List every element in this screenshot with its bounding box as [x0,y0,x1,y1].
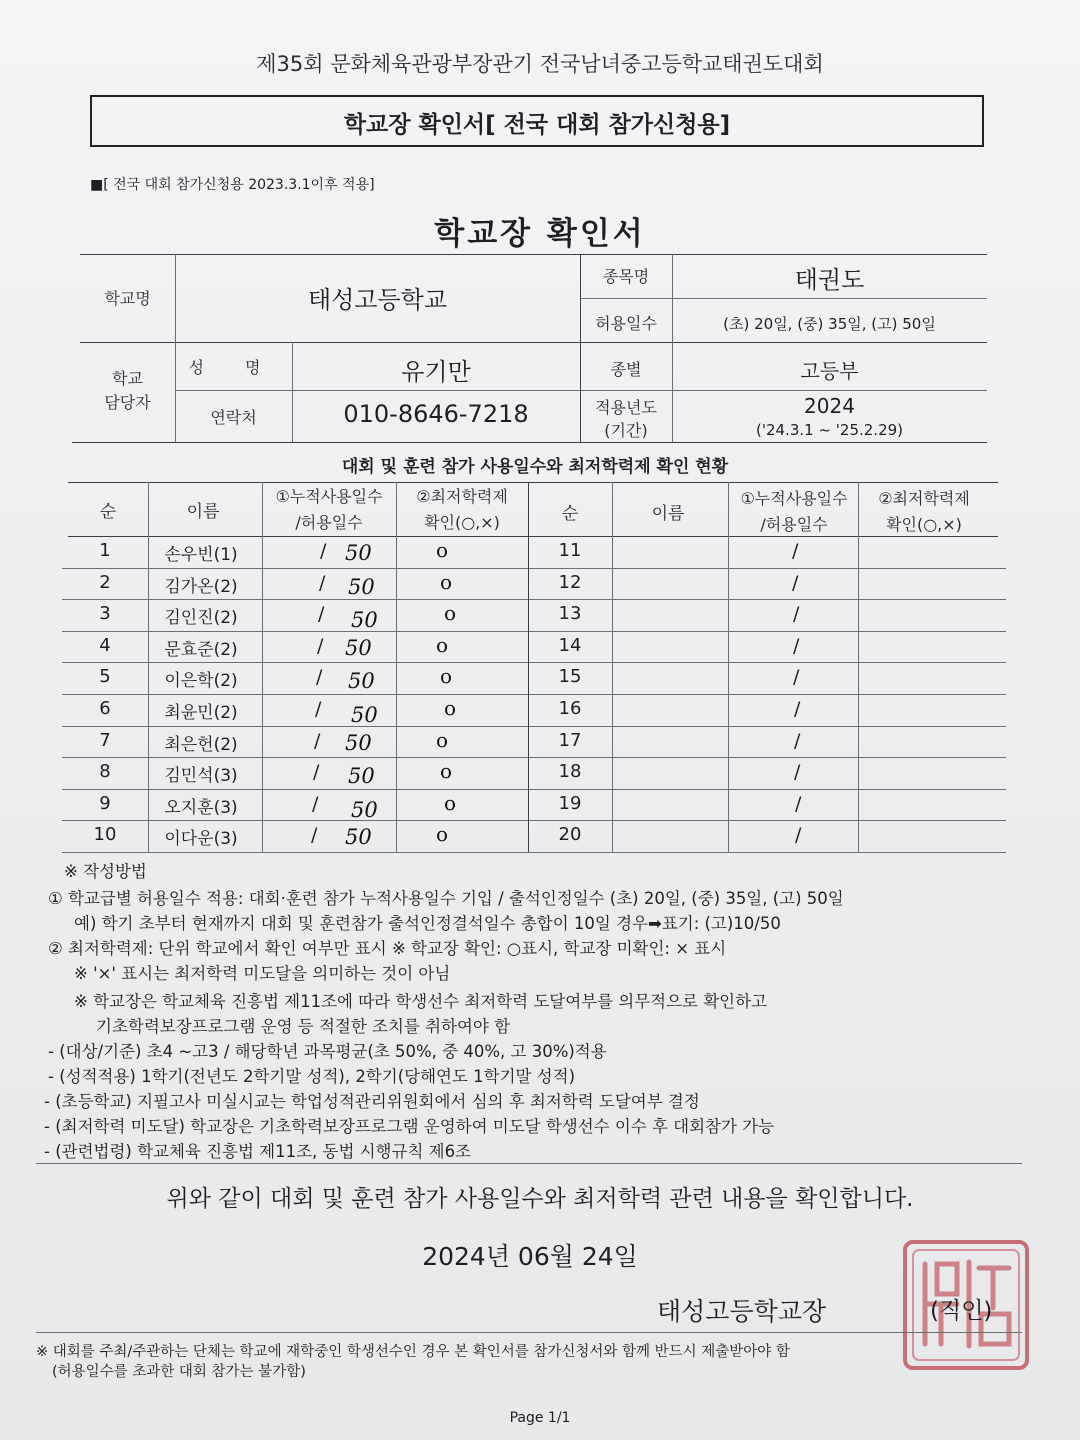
roster-row-no: 8 [99,761,111,782]
roster-row-allowed-days: 50 [351,703,378,727]
roster-row-slash: / [318,603,325,625]
roster-row-no: 16 [558,698,582,719]
info-rule [80,254,987,255]
period-label: (기간) [604,421,648,440]
division-label: 종별 [610,360,642,379]
roster-row-name: 이다운(3) [164,829,238,849]
roster-row-slash: / [792,572,799,594]
roster-rule [396,482,397,852]
roster-row-slash: / [795,793,802,815]
confirm-statement: 위와 같이 대회 및 훈련 참가 사용일수와 최저학력 관련 내용을 확인합니다. [166,1186,914,1212]
roster-row-no: 15 [558,666,582,687]
roster-row-slash: / [794,730,801,752]
roster-row-slash: / [794,761,801,783]
roster-row-name: 김가온(2) [164,577,238,597]
footer-note: ※ 대회를 주최/주관하는 단체는 학교에 재학중인 학생선수인 경우 본 확인서를 참가신청서와 함께 반드시 제출받아야 함 [36,1344,790,1360]
divider [36,1332,1022,1333]
roster-header-academic: 확인(○,×) [424,513,500,532]
instruction-line: ② 최저학력제: 단위 학교에서 확인 여부만 표시 ※ 학교장 확인: ○표시, 학교장 미확인: × 표시 [48,939,727,958]
roster-rule [62,662,1006,663]
roster-header-days: /허용일수 [295,513,363,532]
issue-date: 2024년 06월 24일 [422,1242,638,1271]
school-value: 태성고등학교 [307,286,448,314]
name-label: 성 명 [188,358,279,377]
roster-row-slash: / [314,730,321,752]
instruction-line: ※ 학교장은 학교체육 진흥법 제11조에 따라 학생선수 최저학력 도달여부를 의무적으로 확인하고 [74,992,767,1011]
roster-row-no: 14 [558,635,582,656]
roster-row-academic-check: o [440,664,453,688]
roster-header-academic: ②최저학력제 [878,489,970,508]
roster-row-no: 11 [558,540,582,561]
roster-row-name: 손우빈(1) [164,545,238,565]
form-note: ■[ 전국 대회 참가신청용 2023.3.1이후 적용] [90,177,375,193]
division-value: 고등부 [800,359,859,383]
roster-rule [62,726,1006,727]
roster-header-days: ①누적사용일수 [275,487,383,506]
instruction-line: - (관련법령) 학교체육 진흥법 제11조, 동법 시행규칙 제6조 [44,1142,471,1161]
roster-rule [62,568,1006,569]
roster-row-no: 17 [558,730,582,751]
roster-row-academic-check: o [436,728,449,752]
roster-rule [62,694,1006,695]
roster-row-academic-check: o [436,538,449,562]
roster-rule [62,789,1006,790]
roster-row-no: 6 [99,698,111,719]
roster-row-no: 4 [99,635,111,656]
roster-header-academic: ②최저학력제 [416,487,508,506]
instruction-line: - (초등학교) 지필고사 미실시교는 학업성적관리위원회에서 심의 후 최저학력 도달여부 결정 [44,1092,700,1111]
instruction-line: - (성적적용) 1학기(전년도 2학기말 성적), 2학기(당해연도 1학기말 성적) [48,1067,576,1086]
roster-rule [612,482,613,852]
roster-header-days: ①누적사용일수 [740,489,848,508]
roster-header-no: 순 [99,502,117,522]
roster-rule [262,482,263,852]
roster-row-allowed-days: 50 [348,669,375,693]
info-rule [72,442,987,443]
roster-row-allowed-days: 50 [351,608,378,632]
roster-rule [62,631,1006,632]
phone-label: 연락처 [210,408,257,427]
sport-label: 종목명 [602,267,650,286]
roster-row-name: 최윤민(2) [164,703,238,723]
roster-row-allowed-days: 50 [345,541,372,565]
roster-row-no: 1 [99,540,111,561]
roster-row-slash: / [320,540,327,562]
roster-header-academic: 확인(○,×) [886,515,962,534]
roster-row-academic-check: o [444,601,457,625]
info-rule [580,298,987,299]
roster-row-no: 10 [93,824,117,845]
event-title: 제35회 문화체육관광부장관기 전국남녀중고등학교태권도대회 [256,52,824,76]
allowed-label: 허용일수 [595,314,657,333]
roster-row-allowed-days: 50 [351,798,378,822]
roster-row-academic-check: o [440,759,453,783]
instruction-line: 기초학력보장프로그램 운영 등 적절한 조치를 취하여야 함 [96,1017,511,1036]
footer-note: (허용일수를 초과한 대회 참가는 불가함) [52,1364,306,1380]
roster-title: 대회 및 훈련 참가 사용일수와 최저학력제 확인 현황 [341,457,729,477]
school-label: 학교명 [104,289,151,308]
info-rule [580,390,987,391]
roster-row-slash: / [795,824,802,846]
roster-row-slash: / [793,666,800,688]
roster-row-allowed-days: 50 [348,575,375,599]
roster-row-no: 13 [558,603,582,624]
roster-row-academic-check: o [440,570,453,594]
roster-row-allowed-days: 50 [345,731,372,755]
roster-row-slash: / [794,698,801,720]
roster-row-allowed-days: 50 [348,764,375,788]
contact-group-label: 담당자 [104,393,151,412]
roster-row-slash: / [793,603,800,625]
phone-value: 010-8646-7218 [343,400,529,428]
roster-row-academic-check: o [444,791,457,815]
doc-title: 학교장 확인서 [434,216,646,252]
roster-row-slash: / [312,793,319,815]
roster-row-no: 19 [558,793,582,814]
instructions-heading: ※ 작성방법 [64,862,147,881]
roster-row-allowed-days: 50 [345,636,372,660]
roster-row-slash: / [319,572,326,594]
roster-header-no: 순 [561,504,579,524]
roster-row-no: 5 [99,666,111,687]
roster-row-name: 김민석(3) [164,766,238,786]
roster-rule [62,852,1006,853]
roster-row-academic-check: o [444,696,457,720]
roster-header-name: 이름 [651,504,685,524]
info-rule [175,390,580,391]
name-value: 유기만 [401,358,471,386]
roster-row-no: 7 [99,730,111,751]
roster-row-no: 3 [99,603,111,624]
roster-rule [62,599,1006,600]
roster-row-name: 김인진(2) [164,608,238,628]
roster-header-days: /허용일수 [760,515,828,534]
page-number: Page 1/1 [509,1410,571,1426]
roster-row-slash: / [316,666,323,688]
period-year: 2024 [804,394,855,418]
divider [36,1163,1022,1164]
contact-group-label: 학교 [112,369,143,388]
roster-header-name: 이름 [186,502,220,522]
roster-row-name: 최은헌(2) [164,735,238,755]
roster-rule [62,757,1006,758]
roster-row-no: 20 [558,824,582,845]
instruction-line: 예) 학기 초부터 현재까지 대회 및 훈련참가 출석인정결석일수 총합이 10일 경우➡표기: (고)10/50 [74,914,781,933]
boxed-title: 학교장 확인서[ 전국 대회 참가신청용] [343,112,731,138]
roster-row-no: 2 [99,572,111,593]
period-label: 적용년도 [595,398,657,417]
roster-row-slash: / [313,761,320,783]
roster-row-academic-check: o [436,822,449,846]
instruction-line: - (대상/기준) 초4 ~고3 / 해당학년 과목평균(초 50%, 중 40%, 고 30%)적용 [48,1042,607,1061]
roster-row-slash: / [311,824,318,846]
instruction-line: - (최저학력 미도달) 학교장은 기초학력보장프로그램 운영하여 미도달 학생선수 이수 후 대회참가 가능 [44,1117,775,1136]
seal-label: (직인) [930,1298,993,1324]
roster-row-slash: / [792,540,799,562]
roster-row-slash: / [793,635,800,657]
instruction-line: ① 학교급별 허용일수 적용: 대회·훈련 참가 누적사용일수 기입 / 출석인정일수 (초) 20일, (중) 35일, (고) 50일 [48,889,844,908]
principal-name: 태성고등학교장 [657,1297,827,1326]
roster-row-name: 문효준(2) [164,640,238,660]
roster-row-allowed-days: 50 [345,825,372,849]
instruction-line: ※ '×' 표시는 최저학력 미도달을 의미하는 것이 아님 [74,964,451,983]
roster-row-no: 9 [99,793,111,814]
period-range: ('24.3.1 ~ '25.2.29) [755,421,904,439]
roster-row-no: 18 [558,761,582,782]
roster-row-academic-check: o [436,633,449,657]
roster-row-no: 12 [558,572,582,593]
roster-row-name: 오지훈(3) [164,798,238,818]
info-rule [80,342,987,343]
roster-row-name: 이은학(2) [164,671,238,691]
allowed-value: (초) 20일, (중) 35일, (고) 50일 [723,315,936,333]
roster-row-slash: / [317,635,324,657]
roster-row-slash: / [315,698,322,720]
sport-value: 태권도 [794,266,865,294]
roster-rule [62,820,1006,821]
